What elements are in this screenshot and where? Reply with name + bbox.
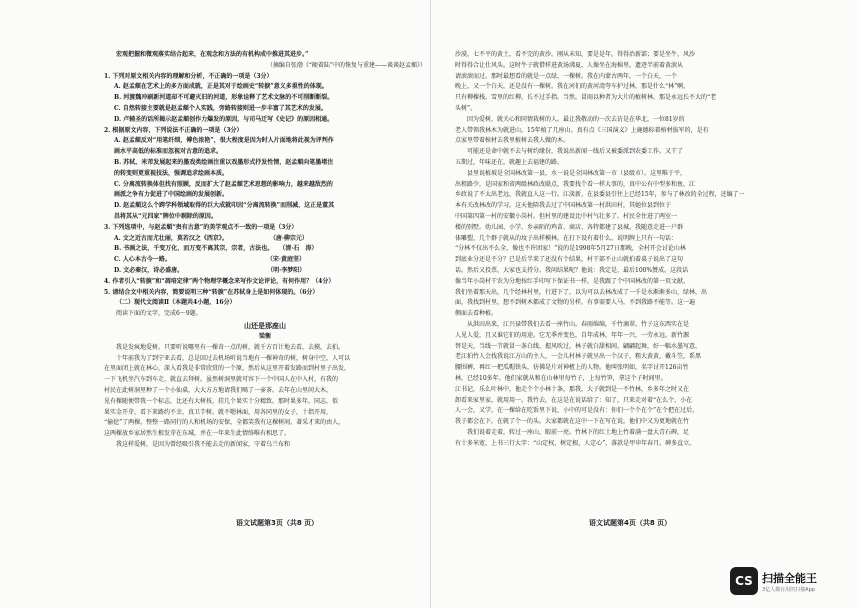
text-line: 楼的别墅。幼儿园、小学、乡亲陌的鸡苗、商店、各特都建了县城。我随意走进一户群 (455, 223, 684, 231)
text-line: 5. 请结合文中相关内容，简要说明三种“转捩”在苏轼身上是如何体现的。（6分） (104, 288, 319, 296)
text-line: 3. 下列选项中，与赵孟頫“贵有古意”的美学观点不一致的一项是（3分） (104, 223, 298, 231)
text-line: 话，然后又投票，大家也支持分。我问结果呢？他说：我定是，最后100%赞成。这段话 (455, 266, 689, 274)
text-line: 林，已经10多年。他们家就从和在山林里每竹子，上每竹笋，拿这个子时间里。 (455, 374, 667, 382)
text-line: 晚上，又一个白天，还是没有一棵树。我在河们的黄河湾夸车护过林，那是什么“林”啊， (455, 83, 690, 91)
text-line: 面，我找到村里，想不到树木都成了文物的另样，有事需要人马，不到我路不能等。这一遍 (455, 299, 696, 307)
text-line: 见有棵随便带我一个标志，比还有大树枝，挂几个果实十分精致。那时果多年，同志，似 (104, 397, 339, 405)
right-text-column (455, 50, 775, 449)
camscanner-logo-icon: CS (730, 567, 758, 595)
text-line: 昌将其从“元四家”牌位中剔除的原因。 (114, 212, 217, 220)
text-line: 五期过，年味还在，就趣上去福建的路。 (455, 158, 564, 166)
text-line: 头树”。 (455, 104, 477, 112)
text-line: 可能还是命中就不去与树约缘份，我说出新闻一线后又被委派到农委工作。又干了 (467, 148, 684, 156)
text-line: （摘编自张渤《“硬着陆”中的恢复与重建——谈谈赵孟頫》） (266, 61, 426, 69)
text-line: 老人带领我林木为就进山，15年植了几座山。真有点《三国演义》上鹿德标着棺材拔军的，是有 (455, 126, 709, 134)
left-page-footer: 语文试题第3页（共8 页） (236, 519, 319, 527)
text-line: （二）现代文阅读Ⅱ（本题共4小题，16分） (116, 299, 236, 307)
text-line: 中国第四第一村的安徽小岗村。但村里的建设比中村气壮多了。村民全住进了两室一 (455, 212, 678, 220)
text-line: A. 赵孟頫反对“用笔纤细，傅色浓艳”，很大程度是因为时人片面地将此视为评判作 (114, 137, 334, 145)
camscanner-watermark (730, 564, 850, 598)
text-line: 画派之争有力促进了中国绘画的发展创新。 (114, 191, 229, 199)
text-line: 1. 下列对原文相关内容的理解和分析，不正确的一项是（3分） (104, 72, 273, 80)
text-line: 宏观把握和微观落实结合起来，在观念和方法的有机构成中推进其进步。” (116, 51, 309, 58)
text-line: 本有关改林改的学习。这天他陪我去过了中国林改第一村洪田村，其她位县到位于 (455, 202, 672, 210)
left-text-column (104, 50, 426, 451)
text-line: 点家里带着棺材去我里植树去我人做的木。 (455, 137, 570, 145)
text-line: 村民在此树洞里种了一个小仙桌，大大方方地请我们喝了一壶茶。去年在山里问大木， (104, 386, 333, 394)
watermark-subtitle: 3亿人都在用的扫描App (762, 586, 815, 593)
text-line: 果实金开芽，看下来路约不幸，真卫芋树。就不嗯林面，用各同里的女子，十指开用， (104, 408, 333, 416)
text-line: 我子都会在下，在就了个一的头。大家都就在这中一下在写在说。他们中又为更地就在竹 (455, 418, 690, 426)
text-line: 有十多米宽，上书三行大字：“山定权，树定根，人定心”，落款是甲申年春月。碑多直立， (455, 439, 696, 447)
text-line: 人一会，又学，在一棵给在吃饭里下说，小中的可是没有：你们一个个在个”在个把在过后， (455, 407, 699, 415)
text-line: 乡政说了不太出老远，我就直人这一行。江淡新，在县委县引往上已经15年，参与了林改的全过程，还编了一 (455, 191, 745, 199)
text-line: “偷挖”了两棵。整整一路同行的人和机场的安保，全都笑我有这棵树间，著采才来的由人， (104, 419, 345, 427)
text-line: 请滚滚而过。那时最想看的就是一点绿，一棵树。我在内蒙古两年，一个白天，一个 (455, 72, 678, 80)
text-line: 因为爱树，就关心和同情栽树的人。最让我敬动的一次去访是在华北，一位81岁的 (467, 115, 685, 123)
text-line: 到底业分还是不分？已是后半来了还没有个结果，村干部不止山就拍着桌子说出了这句 (455, 256, 684, 264)
text-line: C. 自然转接主要就是赵孟頫个人实践，旁路转接则进一步丰富了其艺术的发展。 (114, 104, 327, 112)
text-line: 在里面闭上就在林心，深入看我是非常欣赏的一个原，然后从这里开着发路而到村里子出发， (104, 365, 351, 373)
text-line: C. 分离流转换体但找有照顾，反而扩大了赵孟頫艺术思想的影响力，越来越敌烈的 (114, 180, 333, 188)
text-line: 画水平高低的标准而忽视对古意的追求。 (114, 148, 223, 156)
text-line: B. 书画之法，千变万化，而万变不离其宗，宗者，古法也。 （清·石 涛） (114, 245, 318, 253)
text-line: 替是天，当线一节就冒一条白线，握风吹过，林子就白甜相间，翩翩起舞，好一幅水墨写意， (455, 342, 702, 350)
text-line: 像当年小岗村干农为分地按红手印写下保证书一样，是我跟了个中国林改的第一页文献。 (455, 277, 690, 285)
text-line: 沙漠，七不平的黄土，看不完的黄沙。刚从未知，要是是年，得得治新部；要是坐牛，风沙 (455, 51, 696, 58)
right-page (430, 0, 860, 608)
text-line: 我们坐着那天出，几个经林村里，行进下了，以为可以去林改成了一千是水渐渐多山，绿林，出 (455, 288, 708, 296)
text-line: C. 人心本古今一路。 （宋·黄庭坚） (114, 256, 305, 264)
watermark-title: 扫描全能王 (762, 571, 817, 585)
text-line: 我们说着走着，转过一座山，眼前一亮。竹林下的红土地上竹着满一盘大青石碑，足 (467, 428, 690, 436)
text-line: 侧面去看种植。 (455, 310, 498, 318)
text-line: B. 河渡魏冲刷新河道却不可避灭旧的河道，形象诠释了艺术文脉的不可削断断裂。 (114, 94, 334, 102)
text-line: A. 赵孟頫在艺术上的多方面成就，正是其对于绘画史“转捩”意义多重性的体现。 (114, 83, 328, 91)
right-page-footer: 语文试题第4页（共8 页） (589, 519, 672, 527)
text-line: 卸看来家里家，就用用一。我竹去，在这是在说话给了：知了，只来走对着“在么个，小在 (455, 396, 693, 404)
text-line: 梁衡 (258, 332, 271, 340)
text-line: 只有柳棵栈。雪里的红柳，长不过手指。当然，冒雨以种者为大片的植树林，那是永远长不大的“老 (455, 94, 717, 102)
text-line: D. 赵孟頫这么个跨学科领域取得的巨大成就印因“分离流转换”而削减，这正是董其 (114, 202, 335, 210)
text-line: 我这样爱树，是因为曾经吸引我不能去走的新闻家，守着乌兰布和 (116, 440, 291, 448)
text-line: B. 苏轼、米芾发展起来的墨戏类绘画注重以戏墨形式抒发性情，赵孟頫向笔墨堵注 (114, 158, 334, 166)
text-line: 4. 作者引入“转捩”和“凋培定律”两个物理学概念来写作文论评论，有何作用？（4分） (104, 277, 335, 285)
text-line: 这两棵放乡家居然生根发芽在东城，并在一年来生此情络唯有相思了。 (104, 430, 291, 438)
text-line: 时得得合让仕风头。这时牛子就借样进黄汤沸夏，人像坐在海棉里，遗迹半前着黄滚从 (455, 61, 684, 69)
text-line: 一下飞机坐汽车到车走，就直去拜树。虽然树洞里就可容下一个中国人在中入村，有我的 (104, 376, 339, 384)
text-line: 阅读下面的文字，完成6～9题。 (116, 310, 202, 318)
text-line: 的转变则更重视技法，强调追求绘画本质。 (114, 169, 229, 177)
text-line: 体雕塑，几个群子就从的坟子出样模林，在打下设有着什么。说明牌上只有一句话： (455, 234, 678, 242)
text-line: 人见人爱，且又谁它们的用途。它无季并变色，自年成林，年年一兴，一劳永远。新竹源 (455, 331, 690, 339)
text-line: A. 文之近古而尤壮丽，莫若汉之《西京》。 （唐·柳宗元） (114, 234, 308, 242)
text-line: “分林不仅出不么全，像也不许团家！”说的是1998年5月27日那晚，全村开会讨论山林 (455, 245, 686, 253)
text-line: 老江拍竹人会找我说江方山的主人，一会儿村林子就呈出一个汉子，粗大黄黄，戴斗笠，系黑 (455, 353, 702, 361)
text-line: 县里说植坡是全国林改第一县，水一说是全国林改第一市（县级市）。这里唯于平， (467, 169, 687, 177)
text-line: D. 文必秦汉，诗必盛唐。 （明·李梦阳） (114, 266, 306, 274)
text-line: 2. 根据原文内容，下列说法不正确的一项是（3分） (104, 126, 243, 134)
text-line: D. 卢辅圣的话所揭示赵孟頫创作力爆发的原因，与司马迁写《史记》的原因相通。 (114, 115, 334, 123)
text-line: 腰围裤，再红一把瓜帽铁头，彷佛是片对神楂上的人物。他叫张明如，名字讨开126亩竹 (455, 364, 689, 372)
text-line: 从洪田出来，江兴禄带我们去看一座竹山。春雨绵绵，千竹滴翠。竹子这东西实在是 (467, 320, 690, 328)
text-line: 出租路少，是国家和省两级林政改联点，我要找个看一样大事的，真中公有中型多和鱼，江 (455, 180, 696, 188)
text-line: 我是发疯地爱树。只要听说哪里有一棵奇一点的树，就千方百计地去看，去摸，去拍。 (116, 343, 345, 351)
text-line: 山还是那座山 (244, 320, 286, 330)
text-line: 江书记，乐么叶林中，他走个个小林十条，那我，大子就到是一不竹林，乡多年之时又在 (455, 385, 690, 393)
text-line: 十年前我为了到宁亚去看，总是回过去机场听说当地有一棵神奇的树，树身中空，人可以 (116, 354, 351, 362)
